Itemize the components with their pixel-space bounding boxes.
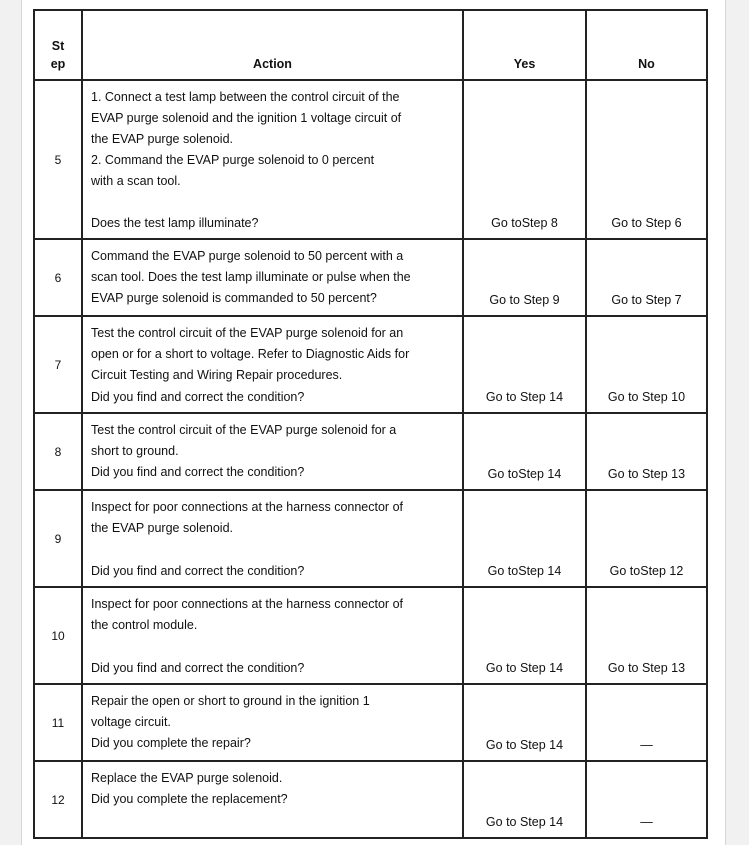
step-number: 6: [34, 239, 82, 316]
action-line: Inspect for poor connections at the harness connector of: [91, 500, 403, 514]
action-line: the control module.: [91, 618, 198, 632]
no-result: Go to Step 13: [586, 413, 707, 490]
action-line: the EVAP purge solenoid.: [91, 132, 233, 146]
step-number: 12: [34, 761, 82, 838]
table-row: [34, 761, 707, 838]
action-line: Repair the open or short to ground in the ignition 1: [91, 694, 370, 708]
yes-result: Go to Step 14: [463, 316, 586, 413]
action-line: Command the EVAP purge solenoid to 50 percent with a: [91, 249, 404, 263]
action-question: Did you find and correct the condition?: [91, 564, 305, 578]
no-result: Go to Step 6: [586, 80, 707, 239]
action-cell: [82, 239, 463, 316]
no-result: —: [586, 761, 707, 838]
no-result: Go to Step 7: [586, 239, 707, 316]
step-number: 10: [34, 587, 82, 684]
action-line: Replace the EVAP purge solenoid.: [91, 771, 283, 785]
action-line: 2. Command the EVAP purge solenoid to 0 percent: [91, 153, 375, 167]
table-row: [34, 80, 707, 239]
step-number: 7: [34, 316, 82, 413]
action-line: Test the control circuit of the EVAP purge solenoid for an: [91, 326, 404, 340]
no-result: Go to Step 10: [586, 316, 707, 413]
action-question: Did you find and correct the condition?: [91, 390, 305, 404]
action-line: Test the control circuit of the EVAP purge solenoid for a: [91, 423, 397, 437]
diagnostic-table: [33, 9, 708, 839]
action-cell: [82, 684, 463, 761]
header-step-line1: St: [51, 39, 65, 53]
action-line: Did you complete the repair?: [91, 736, 251, 750]
action-line: Did you complete the replacement?: [91, 792, 288, 806]
action-question: Does the test lamp illuminate?: [91, 216, 259, 230]
table-row: [34, 413, 707, 490]
header-no: No: [586, 10, 707, 80]
table-row: [34, 587, 707, 684]
header-action: Action: [82, 10, 463, 80]
action-question: Did you find and correct the condition?: [91, 661, 305, 675]
no-result: —: [586, 684, 707, 761]
action-cell: [82, 413, 463, 490]
yes-result: Go to Step 14: [463, 684, 586, 761]
action-cell: [82, 80, 463, 239]
step-number: 9: [34, 490, 82, 587]
step-number: 5: [34, 80, 82, 239]
yes-result: Go to Step 14: [463, 761, 586, 838]
header-yes: Yes: [463, 10, 586, 80]
action-line: Did you find and correct the condition?: [91, 465, 305, 479]
action-line: short to ground.: [91, 444, 179, 458]
action-line: scan tool. Does the test lamp illuminate or pulse when the: [91, 270, 411, 284]
table-row: [34, 684, 707, 761]
action-line: EVAP purge solenoid is commanded to 50 percent?: [91, 291, 377, 305]
yes-result: Go toStep 14: [463, 490, 586, 587]
table-row: [34, 316, 707, 413]
step-number: 11: [34, 684, 82, 761]
yes-result: Go to Step 14: [463, 587, 586, 684]
table-row: [34, 239, 707, 316]
yes-result: Go to Step 9: [463, 239, 586, 316]
header-step: [34, 10, 82, 80]
action-cell: [82, 761, 463, 838]
no-result: Go to Step 13: [586, 587, 707, 684]
no-result: Go toStep 12: [586, 490, 707, 587]
action-line: 1. Connect a test lamp between the control circuit of the: [91, 90, 400, 104]
action-cell: [82, 587, 463, 684]
action-line: open or for a short to voltage. Refer to Diagnostic Aids for: [91, 347, 410, 361]
yes-result: Go toStep 14: [463, 413, 586, 490]
step-number: 8: [34, 413, 82, 490]
action-line: Inspect for poor connections at the harness connector of: [91, 597, 403, 611]
action-line: the EVAP purge solenoid.: [91, 521, 233, 535]
header-step-line2: ep: [50, 57, 66, 71]
document-page: [21, 0, 726, 845]
action-line: voltage circuit.: [91, 715, 171, 729]
action-line: with a scan tool.: [91, 174, 181, 188]
yes-result: Go toStep 8: [463, 80, 586, 239]
action-cell: [82, 316, 463, 413]
action-line: EVAP purge solenoid and the ignition 1 voltage circuit of: [91, 111, 402, 125]
action-cell: [82, 490, 463, 587]
action-line: Circuit Testing and Wiring Repair procedures.: [91, 368, 343, 382]
header-row: [34, 10, 707, 80]
table-row: [34, 490, 707, 587]
